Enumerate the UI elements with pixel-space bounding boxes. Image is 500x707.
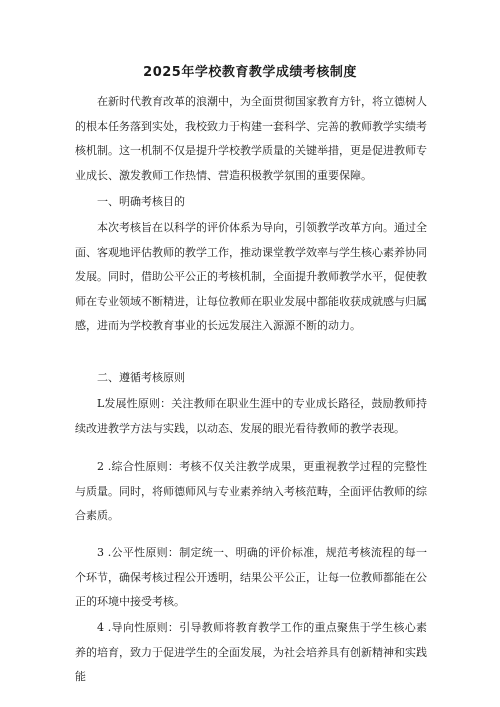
principle-item-development: L发展性原则：关注教师在职业生涯中的专业成长路径，鼓励教师持续改进教学方法与实践，以动态、发展的眼光看待教师的教学表现。 <box>75 397 427 435</box>
section-heading-purpose: 一、明确考核目的 <box>97 195 185 208</box>
principle-item-guidance: 4 .导向性原则：引导教师将教育教学工作的重点聚焦于学生核心素养的培育，致力于促进学生的全面发展，为社会培养具有创新精神和实践能 <box>75 621 427 683</box>
section-body-purpose: 本次考核旨在以科学的评价体系为导向，引领教学改革方向。通过全面、客观地评估教师的教学工作，推动课堂教学效率与学生核心素养协同发展。同时，借助公平公正的考核机制，全面提升教师教学水平，促使教师在专业领域不断精进，让每位教师在职业发展中都能收获成就感与归属感，进而为学校教育事业的长远发展注入源源不断的动力。 <box>75 221 427 332</box>
principle-item-comprehensive: 2 .综合性原则：考核不仅关注教学成果，更重视教学过程的完整性与质量。同时，将师德师风与专业素养纳入考核范畴，全面评估教师的综合素质。 <box>75 460 427 522</box>
principle-item-fairness: 3 .公平性原则：制定统一、明确的评价标准，规范考核流程的每一个环节，确保考核过程公开透明，结果公平公正，让每一位教师都能在公正的环境中接受考核。 <box>75 546 427 608</box>
document-title: 2025年学校教育教学成绩考核制度 <box>143 65 357 80</box>
section-heading-principles: 二、遵循考核原则 <box>97 371 185 384</box>
intro-paragraph: 在新时代教育改革的浪潮中，为全面贯彻国家教育方针，将立德树人的根本任务落到实处，我校致力于构建一套科学、完善的教师教学实绩考核机制。这一机制不仅是提升学校教学质量的关键举措，更是促进教师专业成长、激发教师工作热情、营造积极教学氛围的重要保障。 <box>75 95 427 182</box>
